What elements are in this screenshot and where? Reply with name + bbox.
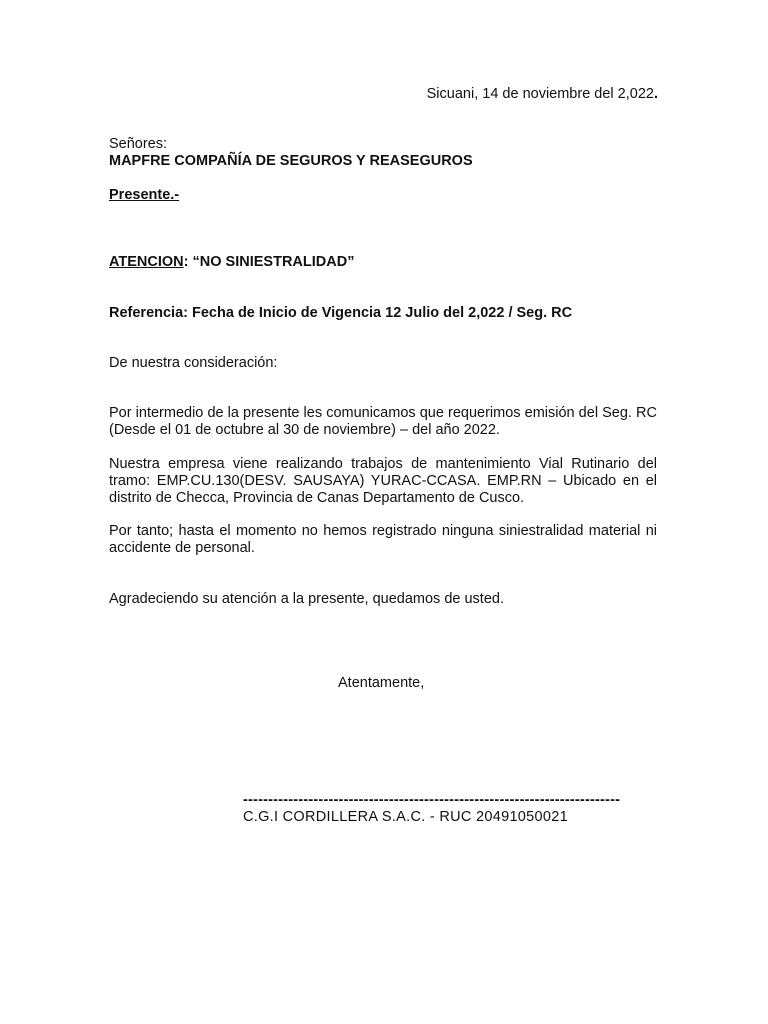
closing-thanks: Agradeciendo su atención a la presente, quedamos de usted. xyxy=(109,591,504,607)
greeting: De nuestra consideración: xyxy=(109,355,278,371)
salutation: Señores: xyxy=(109,136,168,152)
presente-label: Presente.- xyxy=(109,187,180,203)
signature-company: C.G.I CORDILLERA S.A.C. - RUC 20491050021 xyxy=(243,809,568,825)
paragraph-no-claims: Por tanto; hasta el momento no hemos registrado ninguna siniestralidad material ni accidente de personal. xyxy=(109,523,657,556)
referencia-line: Referencia: Fecha de Inicio de Vigencia 12 Julio del 2,022 / Seg. RC xyxy=(109,305,573,321)
atencion-label: ATENCION xyxy=(109,254,184,270)
atencion-line xyxy=(109,254,354,271)
paragraph-works: Nuestra empresa viene realizando trabajos de mantenimiento Vial Rutinario del tramo: EMP.CU.130(DESV. SAUSAYA) YURAC-CCASA. EMP.RN – Ubicado en el distrito de Checca, Provincia de Canas Departamento de Cusco. xyxy=(109,456,657,506)
atencion-colon: : xyxy=(183,254,189,270)
recipient-name: MAPFRE COMPAÑÍA DE SEGUROS Y REASEGUROS xyxy=(109,153,473,169)
closing-atentamente: Atentamente, xyxy=(338,675,425,691)
letter-date xyxy=(427,86,658,103)
atencion-value: “NO SINIESTRALIDAD” xyxy=(192,254,355,270)
signature-line: --------------------------------------------------------------------------- xyxy=(243,792,621,808)
paragraph-request: Por intermedio de la presente les comunicamos que requerimos emisión del Seg. RC (Desde el 01 de octubre al 30 de noviembre) – del año 2022. xyxy=(109,405,657,438)
date-period: . xyxy=(653,86,658,102)
date-text: Sicuani, 14 de noviembre del 2,022 xyxy=(426,86,654,102)
